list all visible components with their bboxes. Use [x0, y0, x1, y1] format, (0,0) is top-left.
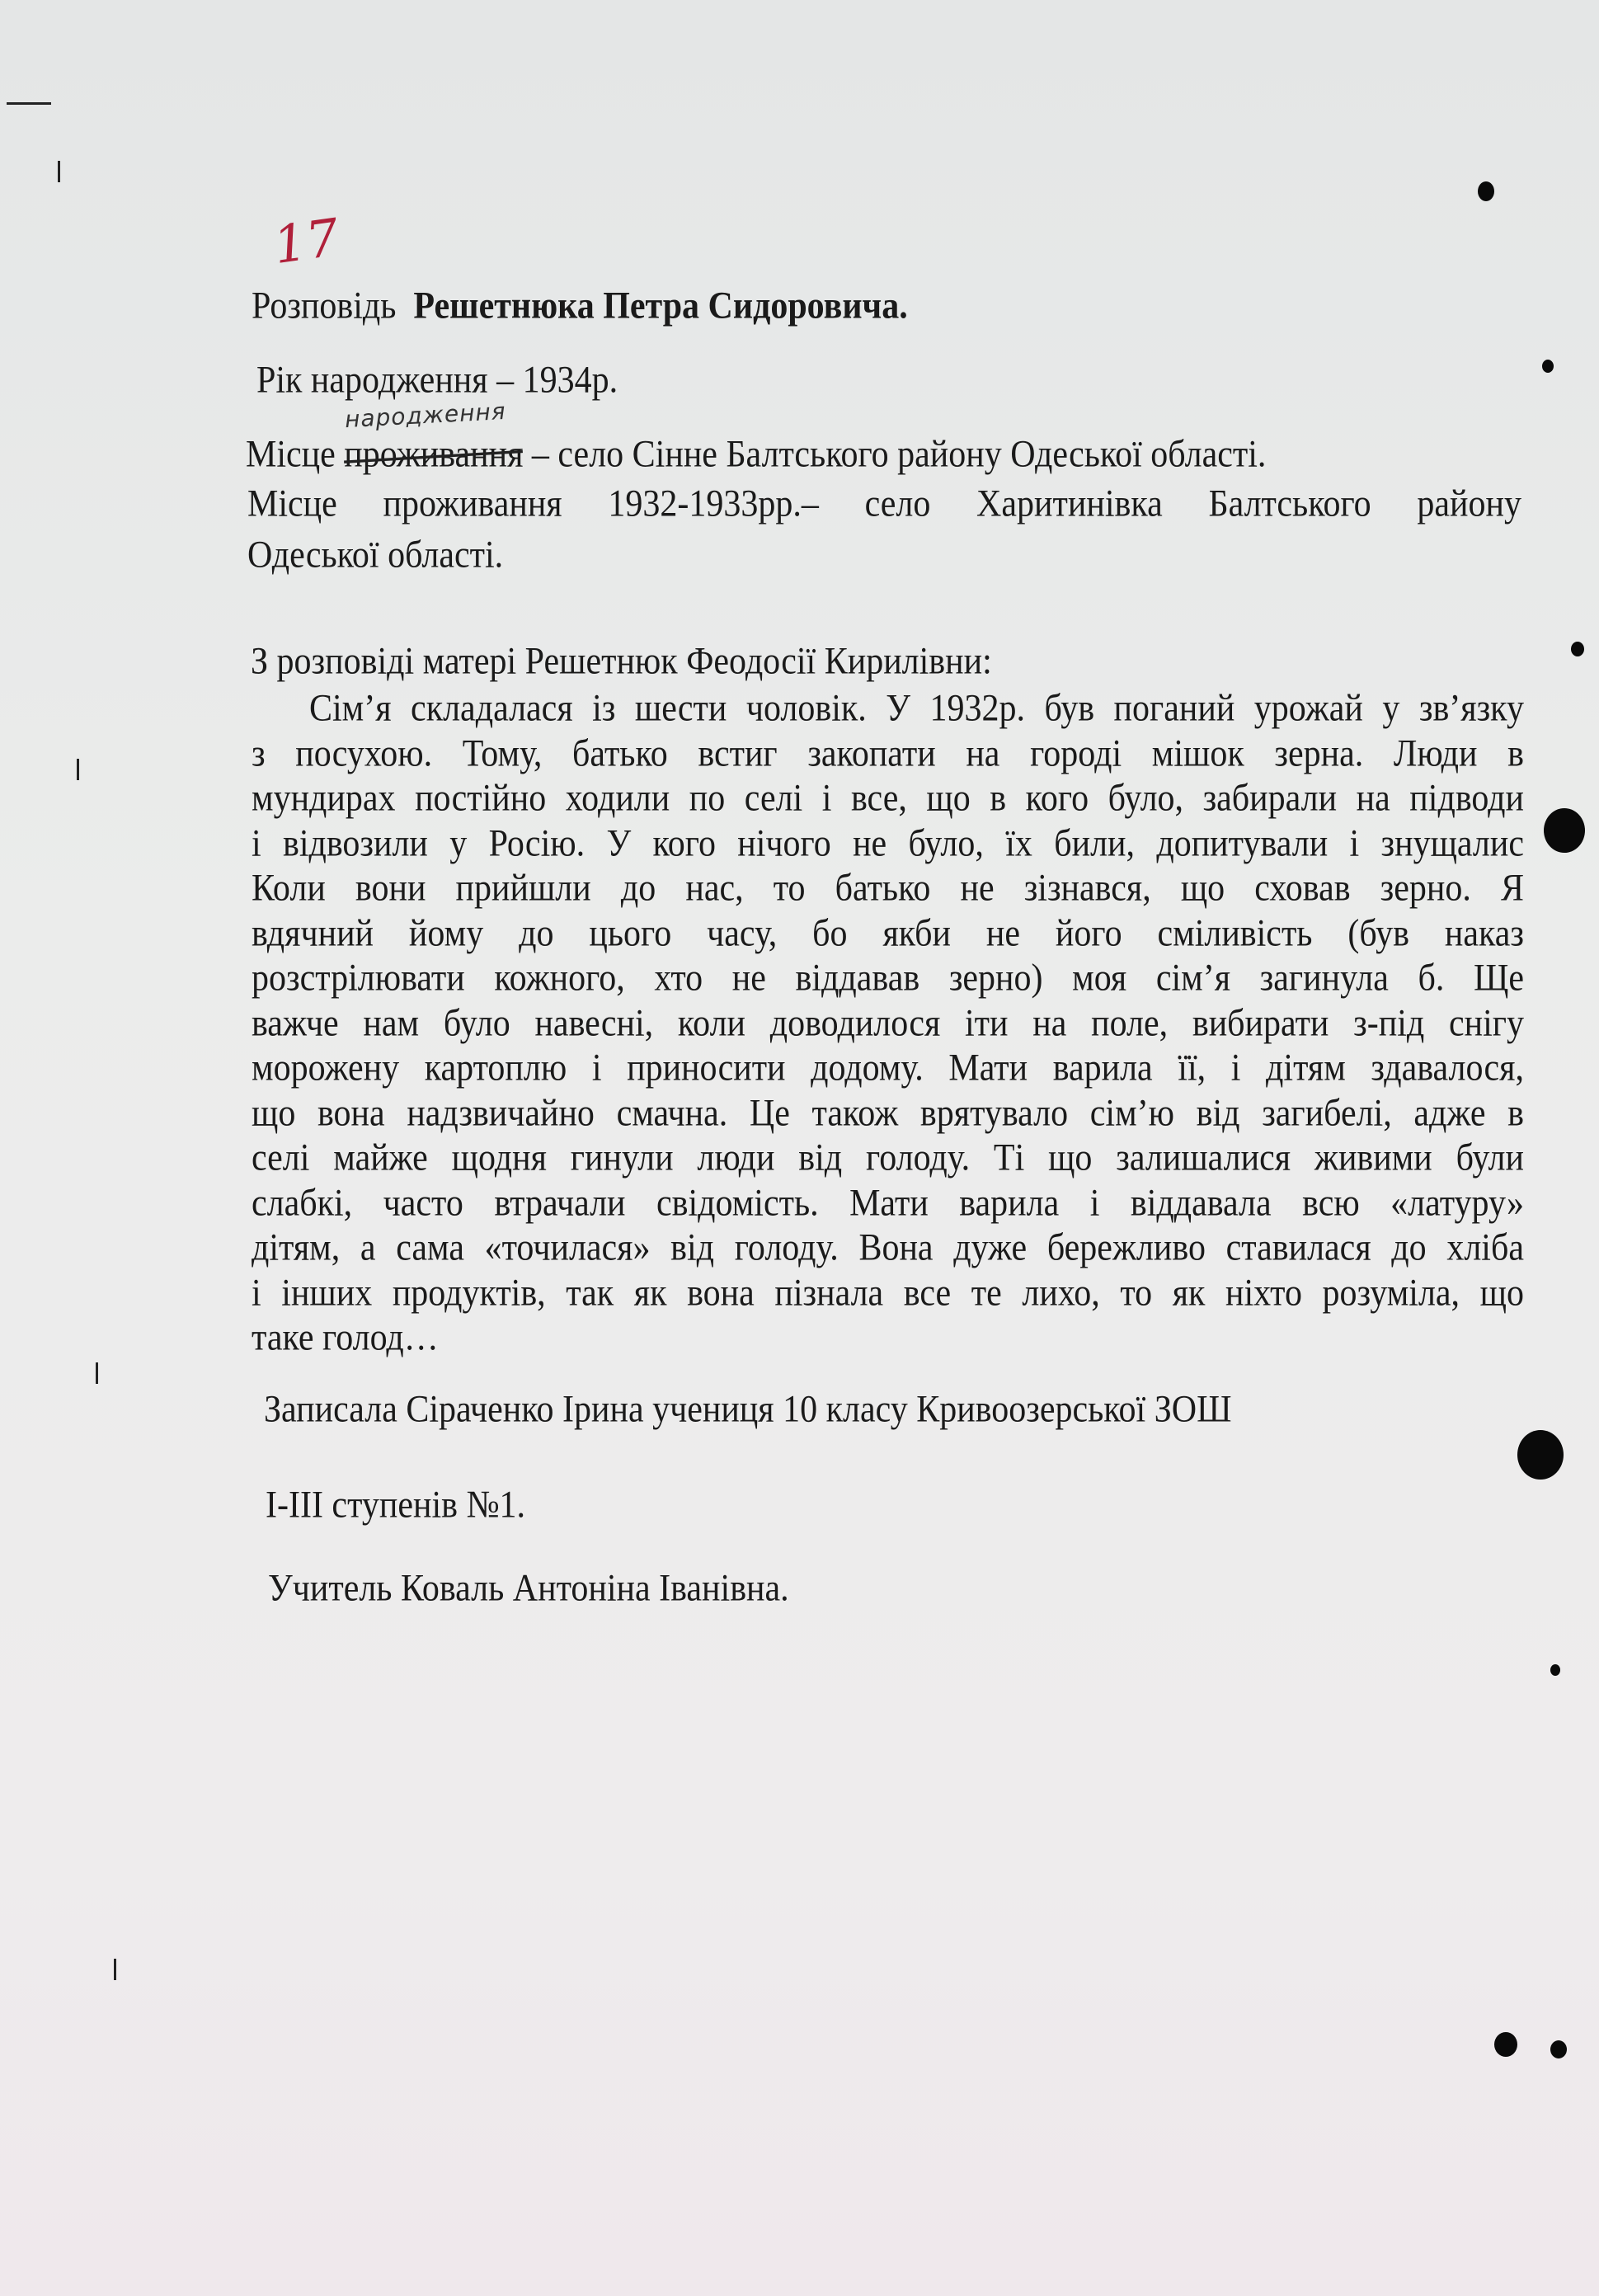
struck-word: проживання	[344, 433, 524, 476]
intro-line: З розповіді матері Решетнюк Феодосії Кирилівни:	[251, 640, 992, 683]
birthplace-rest: – село Сінне Балтського району Одеської області.	[531, 433, 1267, 476]
paragraph-line: мундирах постійно ходили по селі і все, що в кого було, забирали на підводи	[252, 777, 1524, 820]
title-prefix: Розповідь	[252, 285, 397, 327]
paragraph-line: морожену картоплю і приносити додому. Мати варила її, і дітям здавалося,	[252, 1047, 1524, 1089]
punch-hole	[1517, 1430, 1564, 1480]
recorded-by: Записала Сіраченко Ірина учениця 10 класу Кривоозерської ЗОШ	[264, 1388, 1232, 1431]
title-name: Решетнюка Петра Сидоровича.	[413, 285, 908, 327]
paragraph-line: і відвозили у Росію. У кого нічого не було, їх били, допитували і знущалис	[252, 821, 1524, 865]
punch-mark	[1571, 642, 1584, 656]
paragraph-line: слабкі, часто втрачали свідомість. Мати варила і віддавала всю «латуру»	[252, 1181, 1524, 1225]
paragraph-line: важче нам було навесні, коли доводилося іти на поле, вибирати з-під снігу	[252, 1001, 1524, 1045]
punch-mark	[1550, 1664, 1560, 1676]
paragraph-line: селі майже щодня гинули люди від голоду. Ті що залишалися живими були	[252, 1136, 1524, 1179]
birthplace-label: Місце	[246, 433, 336, 476]
teacher: Учитель Коваль Антоніна Іванівна.	[268, 1567, 789, 1610]
paragraph-line: дітям, а сама «точилася» від голоду. Вона дуже бережливо ставилася до хліба	[252, 1226, 1524, 1269]
paragraph-line: що вона надзвичайно смачна. Це також врятувало сім’ю від загибелі, адже в	[252, 1091, 1524, 1135]
residence-line: Місце проживання 1932-1933рр.– село Харитинівка Балтського району	[247, 482, 1521, 525]
scan-mark	[96, 1362, 98, 1384]
scan-mark	[77, 759, 79, 780]
punch-mark	[1494, 2032, 1517, 2057]
scan-mark	[114, 1959, 116, 1980]
handwritten-page-number: 17	[270, 206, 343, 276]
scan-mark	[58, 161, 60, 182]
paragraph-line: розстрілювати кожного, хто не віддавав зерно) моя сім’я загинула б. Ще	[252, 957, 1524, 1000]
school-level: І-ІІІ ступенів №1.	[266, 1484, 526, 1527]
document-title	[252, 286, 908, 325]
paragraph-line: Коли вони прийшли до нас, то батько не зізнався, що сховав зерно. Я	[252, 867, 1524, 910]
birth-year: Рік народження – 1934р.	[256, 359, 618, 402]
residence-line: Одеської області.	[247, 534, 504, 576]
paragraph-line: Сім’я складалася із шести чоловік. У 1932р. був поганий урожай у зв’язку	[309, 687, 1524, 730]
paragraph-line: вдячний йому до цього часу, бо якби не його сміливість (був наказ	[252, 911, 1524, 955]
paragraph-line: з посухою. Тому, батько встиг закопати на городі мішок зерна. Люди в	[252, 732, 1524, 775]
birthplace	[246, 433, 1267, 476]
punch-mark	[1478, 181, 1494, 201]
punch-mark	[1542, 360, 1554, 373]
scan-mark	[7, 102, 51, 105]
handwritten-correction: народження	[344, 397, 507, 434]
paragraph-line: таке голод…	[252, 1316, 439, 1359]
punch-hole	[1544, 808, 1585, 853]
paragraph-line: і інших продуктів, так як вона пізнала все те лихо, то як ніхто розуміла, що	[252, 1271, 1524, 1315]
punch-mark	[1550, 2040, 1567, 2058]
